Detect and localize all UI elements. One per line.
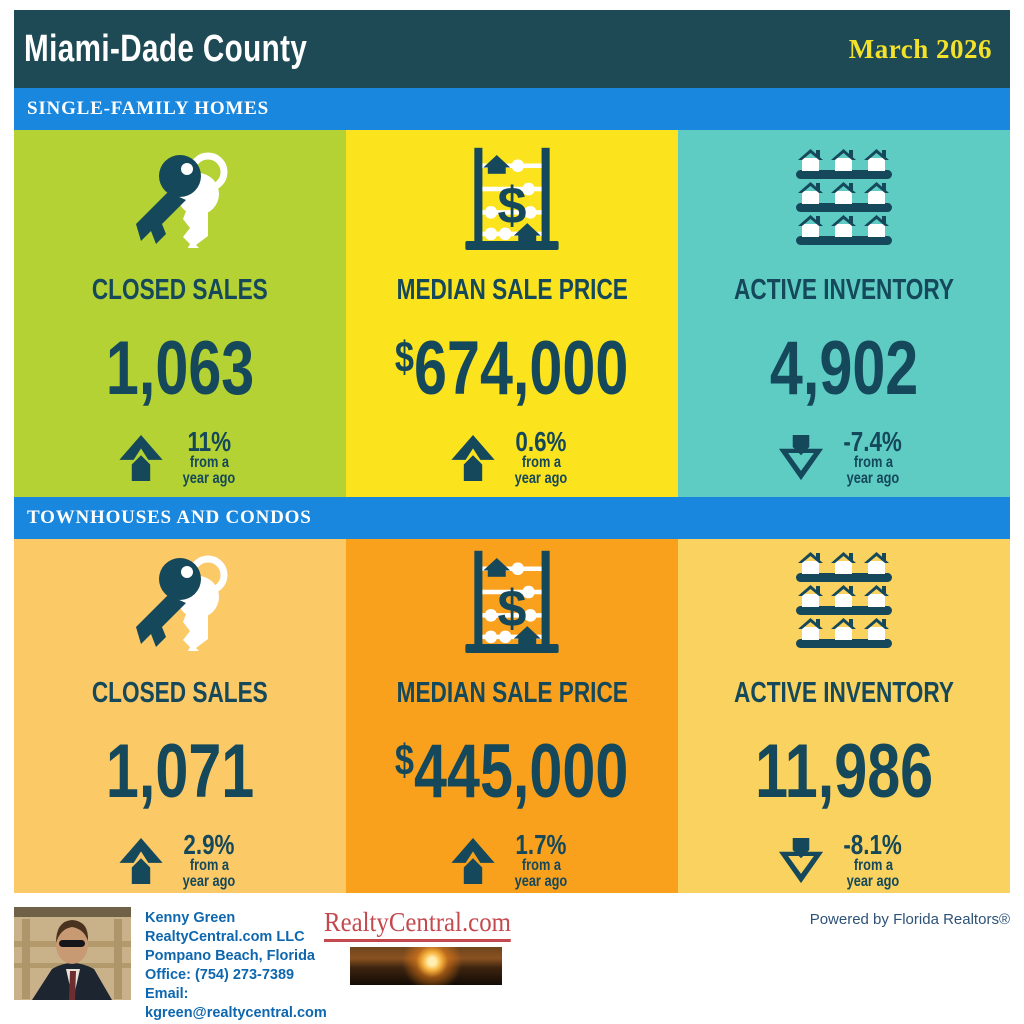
metric-value: 1,063 [105,326,255,411]
change-percent: 2.9% [183,829,235,860]
agent-location: Pompano Beach, Florida [145,948,315,964]
yoy-change-text [508,426,574,487]
yoy-change [778,829,909,890]
change-caption-2: year ago [846,470,900,487]
townhouse-condo-cards [14,539,1010,893]
house-shelves-icon [786,146,902,250]
change-caption-1: from a [521,454,561,471]
card-tc-active-inventory [678,539,1010,893]
powered-by: Powered by Florida Realtors® [809,911,1010,928]
metric-value: 11,986 [754,729,934,814]
agent-email: Email: kgreen@realtycentral.com [145,986,327,1021]
up-arrow-icon [450,836,496,886]
section-label: TOWNHOUSES AND CONDOS [27,507,312,528]
change-caption-1: from a [521,857,561,874]
infographic [14,0,1010,1023]
metric-value: 1,071 [105,729,255,814]
change-caption-2: year ago [182,873,236,890]
change-percent: -8.1% [843,829,903,860]
yoy-change-text [176,426,242,487]
sunset-photo [350,947,502,985]
house-shelves-icon [786,549,902,653]
yoy-change-text [508,829,574,890]
change-caption-1: from a [189,857,229,874]
metric-title: MEDIAN SALE PRICE [396,677,628,709]
metric-title: CLOSED SALES [92,274,268,306]
abacus-icon [454,549,570,653]
page-title [24,28,387,71]
keys-icon [124,146,236,250]
card-tc-closed-sales [14,539,346,893]
section-band-single-family [14,88,1010,130]
yoy-change [778,426,909,487]
metric-title: CLOSED SALES [92,677,268,709]
up-arrow-icon [450,433,496,483]
single-family-cards [14,130,1010,497]
change-percent: 1.7% [515,829,567,860]
yoy-change [450,426,574,487]
yoy-change [450,829,574,890]
yoy-change-text [836,426,909,487]
up-arrow-icon [118,836,164,886]
keys-icon [124,549,236,653]
metric-title: ACTIVE INVENTORY [734,274,954,306]
up-arrow-icon [118,433,164,483]
yoy-change [118,426,242,487]
change-caption-2: year ago [846,873,900,890]
report-period: March 2026 [848,33,992,64]
card-sfh-median-price [346,130,678,497]
metric-title: MEDIAN SALE PRICE [396,274,628,306]
realtycentral-logo-text: RealtyCentral.com [324,907,511,942]
header [14,10,1010,88]
change-caption-1: from a [189,454,229,471]
agent-name: Kenny Green [145,910,236,926]
change-caption-1: from a [853,454,893,471]
card-sfh-closed-sales [14,130,346,497]
footer [14,893,1010,1023]
card-sfh-active-inventory [678,130,1010,497]
yoy-change [118,829,242,890]
metric-value: $674,000 [395,326,629,411]
change-caption-2: year ago [514,470,568,487]
section-band-townhouses-condos [14,497,1010,539]
realtycentral-logo [324,907,512,985]
currency-prefix: $ [395,333,415,382]
card-tc-median-price [346,539,678,893]
currency-prefix: $ [395,736,415,785]
agent-office-phone: Office: (754) 273-7389 [145,967,295,983]
metric-title: ACTIVE INVENTORY [734,677,954,709]
metric-value: $445,000 [395,729,629,814]
agent-photo [14,907,131,1000]
change-percent: 0.6% [515,426,567,457]
down-arrow-icon [778,433,824,483]
yoy-change-text [836,829,909,890]
section-label: SINGLE-FAMILY HOMES [27,98,270,119]
abacus-icon [454,146,570,250]
change-percent: -7.4% [843,426,903,457]
change-percent: 11% [187,426,231,457]
change-caption-2: year ago [514,873,568,890]
page-title-text: Miami-Dade County [24,27,308,70]
change-caption-2: year ago [182,470,236,487]
metric-value: 4,902 [769,326,919,411]
agent-company: RealtyCentral.com LLC [145,929,305,945]
down-arrow-icon [778,836,824,886]
agent-contact [145,907,331,1023]
yoy-change-text [176,829,242,890]
change-caption-1: from a [853,857,893,874]
